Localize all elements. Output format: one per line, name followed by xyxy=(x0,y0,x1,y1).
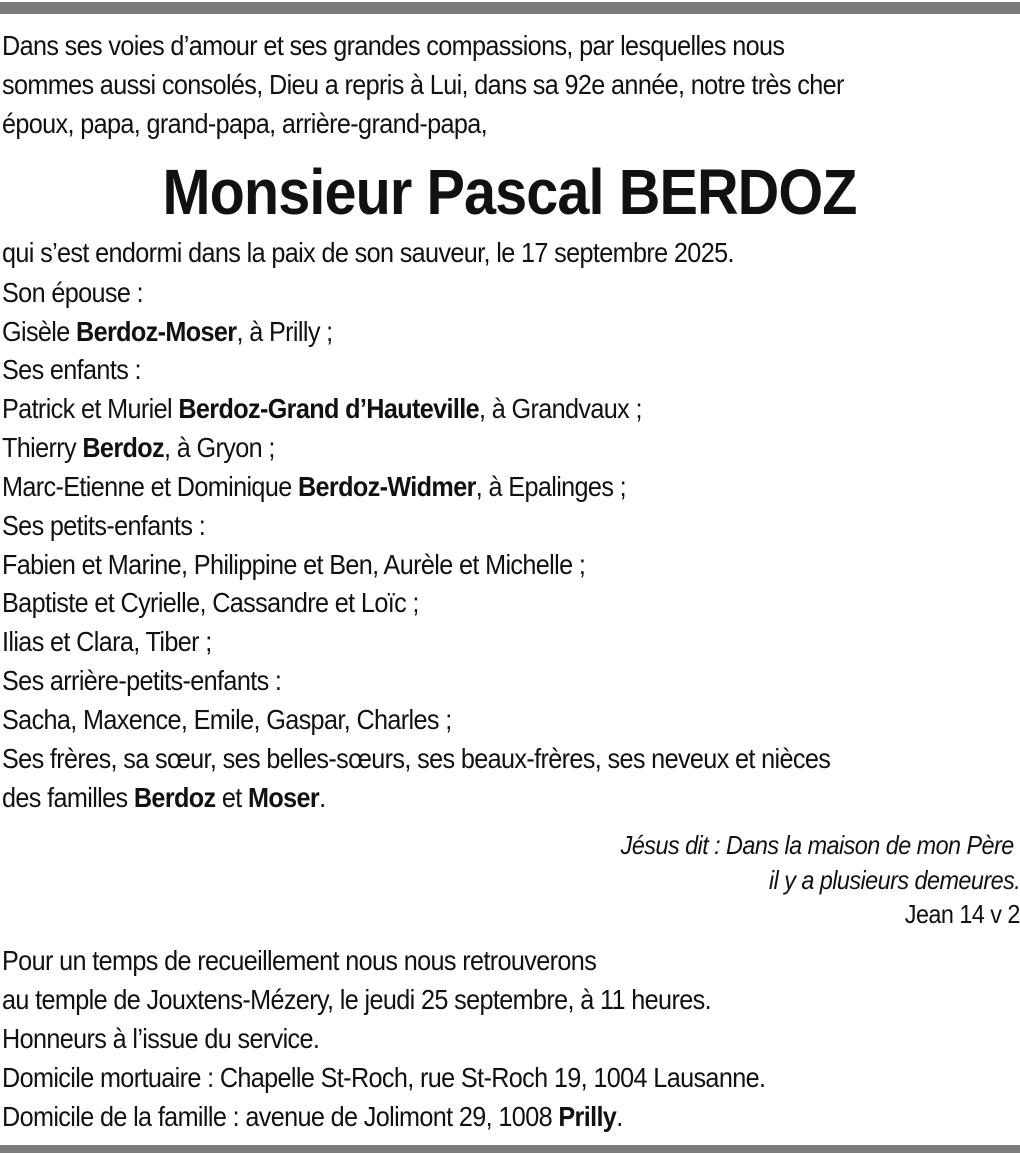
siblings-line: Ses frères, sa sœur, ses belles-sœurs, ses beaux-frères, ses neveux et nièces xyxy=(2,743,831,774)
scripture-quote-line-2: il y a plusieurs demeures. xyxy=(768,865,1020,895)
grandchildren-heading: Ses petits-enfants : xyxy=(2,510,206,541)
service-line-2: au temple de Jouxtens-Mézery, le jeudi 25 septembre, à 11 heures. xyxy=(2,984,711,1015)
service-line-3: Honneurs à l’issue du service. xyxy=(2,1023,320,1054)
child-line-3: Marc-Etienne et Dominique Berdoz-Widmer, à Epalinges ; xyxy=(2,471,627,502)
families-line: des familles Berdoz et Moser. xyxy=(2,782,326,813)
great-grandchildren-line: Sacha, Maxence, Emile, Gaspar, Charles ; xyxy=(2,704,452,735)
service-line-1: Pour un temps de recueillement nous nous retrouverons xyxy=(2,945,597,976)
scripture-quote-line-1: Jésus dit : Dans la maison de mon Père xyxy=(620,830,1014,860)
spouse-heading: Son épouse : xyxy=(2,277,143,308)
scripture-reference: Jean 14 v 2 xyxy=(904,899,1020,929)
spouse-line: Gisèle Berdoz-Moser, à Prilly ; xyxy=(2,316,333,347)
family-address: Domicile de la famille : avenue de Jolimont 29, 1008 Prilly. xyxy=(2,1101,623,1132)
great-grandchildren-heading: Ses arrière-petits-enfants : xyxy=(2,665,282,696)
bottom-divider xyxy=(0,1145,1020,1153)
mortuary-address: Domicile mortuaire : Chapelle St-Roch, rue St-Roch 19, 1004 Lausanne. xyxy=(2,1062,766,1093)
top-divider xyxy=(0,2,1020,14)
children-heading: Ses enfants : xyxy=(2,354,141,385)
child-line-1: Patrick et Muriel Berdoz-Grand d’Hauteville, à Grandvaux ; xyxy=(2,393,642,424)
announcement: qui s’est endormi dans la paix de son sauveur, le 17 septembre 2025. xyxy=(2,237,734,268)
grandchildren-line-2: Baptiste et Cyrielle, Cassandre et Loïc ; xyxy=(2,587,419,618)
intro-line-3: époux, papa, grand-papa, arrière-grand-papa, xyxy=(2,108,488,139)
intro-line-2: sommes aussi consolés, Dieu a repris à Lui, dans sa 92e année, notre très cher xyxy=(2,69,844,100)
grandchildren-line-1: Fabien et Marine, Philippine et Ben, Aurèle et Michelle ; xyxy=(2,549,586,580)
grandchildren-line-3: Ilias et Clara, Tiber ; xyxy=(2,626,212,657)
deceased-name: Monsieur Pascal BERDOZ xyxy=(163,156,857,228)
child-line-2: Thierry Berdoz, à Gryon ; xyxy=(2,432,275,463)
intro-line-1: Dans ses voies d’amour et ses grandes compassions, par lesquelles nous xyxy=(2,30,785,61)
